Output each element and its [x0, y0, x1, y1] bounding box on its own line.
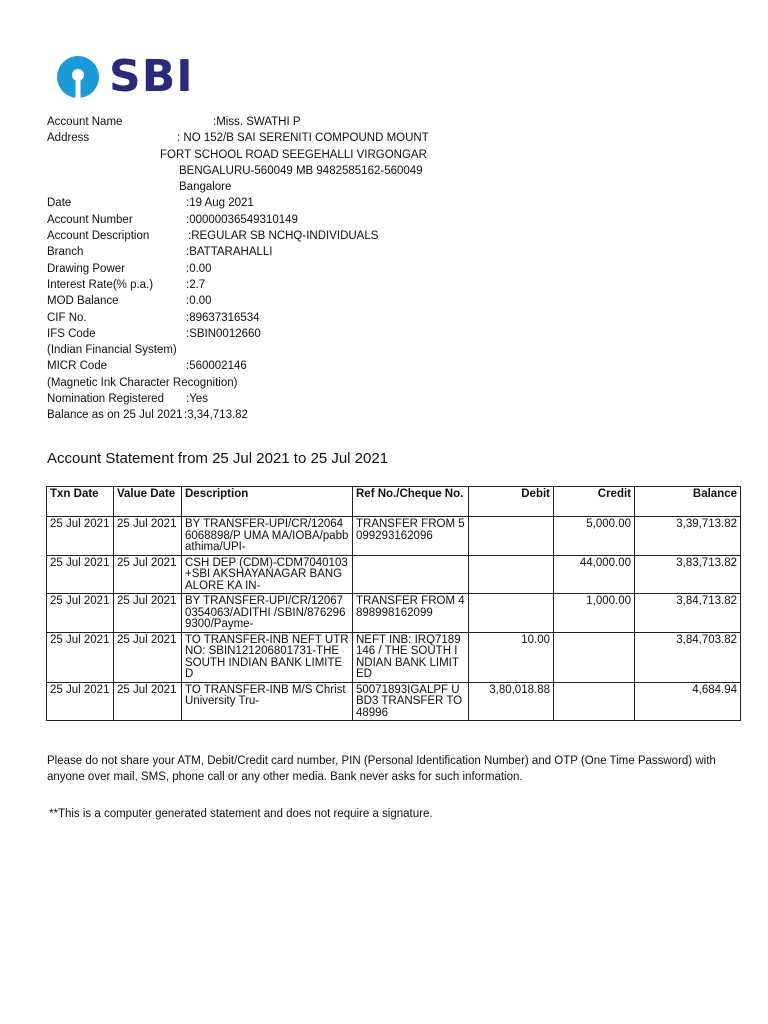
branch-label: Branch — [47, 246, 84, 259]
address-label: Address — [47, 132, 90, 145]
col-credit: Credit — [554, 487, 635, 517]
table-row — [47, 594, 741, 633]
ifs-label: IFS Code — [47, 327, 96, 340]
col-description: Description — [182, 487, 353, 517]
mod-balance-row — [47, 293, 507, 309]
col-ref-no: Ref No./Cheque No. — [353, 487, 469, 517]
branch-value: :BATTARAHALLI — [186, 246, 273, 259]
date-row — [47, 195, 507, 211]
txn-date: 25 Jul 2021 — [47, 632, 114, 682]
security-note: Please do not share your ATM, Debit/Credit card number, PIN (Personal Identification Number) and OTP (One Time Password) with anyone over mail, SMS, phone call or any other media. Bank never asks for such information. — [47, 755, 716, 783]
ref-no: TRANSFER FROM 5099293162096 — [353, 517, 469, 556]
txn-date: 25 Jul 2021 — [47, 594, 114, 633]
credit: 44,000.00 — [554, 555, 635, 594]
debit: 10.00 — [469, 632, 554, 682]
brand-name: SBI — [109, 51, 194, 102]
credit — [554, 682, 635, 721]
address-row-2 — [47, 147, 507, 163]
description: TO TRANSFER-INB M/S Christ University Tru- — [182, 682, 353, 721]
nomination-row — [47, 391, 507, 407]
branch-row — [47, 244, 507, 260]
balance: 3,39,713.82 — [635, 517, 741, 556]
account-name-label: Account Name — [47, 116, 123, 128]
footer-disclaimer: **This is a computer generated statement and does not require a signature. — [49, 808, 433, 820]
account-details — [47, 114, 507, 424]
ref-no: TRANSFER FROM 4898998162099 — [353, 594, 469, 633]
account-description-value: :REGULAR SB NCHQ-INDIVIDUALS — [188, 230, 379, 243]
statement-title: Account Statement from 25 Jul 2021 to 25 Jul 2021 — [47, 450, 389, 467]
ref-no — [353, 555, 469, 594]
txn-date: 25 Jul 2021 — [47, 555, 114, 594]
col-txn-date: Txn Date — [47, 487, 114, 517]
account-number-value: :00000036549310149 — [186, 213, 298, 226]
balance: 4,684.94 — [635, 682, 741, 721]
balance: 3,84,703.82 — [635, 632, 741, 682]
address-line-1: : NO 152/B SAI SERENITI COMPOUND MOUNT — [177, 132, 429, 145]
col-balance: Balance — [635, 487, 741, 517]
value-date: 25 Jul 2021 — [114, 555, 182, 594]
interest-rate-value: :2.7 — [186, 278, 206, 291]
table-row — [47, 632, 741, 682]
address-row — [47, 130, 507, 146]
cif-label: CIF No. — [47, 311, 87, 324]
nomination-label: Nomination Registered — [47, 393, 164, 406]
value-date: 25 Jul 2021 — [114, 517, 182, 556]
micr-note-row — [47, 375, 507, 391]
table-header-row — [47, 487, 741, 517]
address-line-3: BENGALURU-560049 MB 9482585162-560049 — [179, 164, 423, 177]
account-description-label: Account Description — [47, 230, 150, 243]
description: BY TRANSFER-UPI/CR/120670354063/ADITHI /SBIN/8762969300/Payme- — [182, 594, 353, 633]
cif-value: :89637316534 — [186, 311, 260, 324]
mod-balance-value: :0.00 — [186, 295, 212, 308]
account-number-row — [47, 212, 507, 228]
balance-row — [47, 407, 507, 423]
value-date: 25 Jul 2021 — [114, 682, 182, 721]
ref-no: NEFT INB: IRQ7189146 / THE SOUTH INDIAN BANK LIMITED — [353, 632, 469, 682]
account-description-row — [47, 228, 507, 244]
credit: 1,000.00 — [554, 594, 635, 633]
balance-value: :3,34,713.82 — [184, 409, 248, 422]
transactions-table — [46, 486, 741, 721]
micr-label: MICR Code — [47, 360, 108, 373]
account-name-value: :Miss. SWATHI P — [213, 116, 301, 128]
ifs-value: :SBIN0012660 — [186, 327, 261, 340]
col-value-date: Value Date — [114, 487, 182, 517]
account-name-row — [47, 114, 507, 130]
cif-row — [47, 310, 507, 326]
mod-balance-label: MOD Balance — [47, 295, 119, 308]
table-row — [47, 555, 741, 594]
description: BY TRANSFER-UPI/CR/120646068898/P UMA MA/IOBA/pabbathima/UPI- — [182, 517, 353, 556]
sbi-keyhole-logo-icon — [55, 54, 101, 100]
txn-date: 25 Jul 2021 — [47, 682, 114, 721]
drawing-power-label: Drawing Power — [47, 262, 125, 275]
nomination-value: :Yes — [186, 393, 208, 406]
drawing-power-value: :0.00 — [186, 262, 212, 275]
description: TO TRANSFER-INB NEFT UTR NO: SBIN121206801731-THE SOUTH INDIAN BANK LIMITED — [182, 632, 353, 682]
address-row-4 — [47, 179, 507, 195]
ifs-note-row — [47, 342, 507, 358]
value-date: 25 Jul 2021 — [114, 632, 182, 682]
address-line-4: Bangalore — [179, 181, 232, 194]
ifs-note: (Indian Financial System) — [47, 344, 177, 357]
address-line-2: FORT SCHOOL ROAD SEEGEHALLI VIRGONGAR — [160, 148, 427, 161]
debit — [469, 517, 554, 556]
txn-date: 25 Jul 2021 — [47, 517, 114, 556]
micr-row — [47, 358, 507, 374]
balance: 3,83,713.82 — [635, 555, 741, 594]
table-row — [47, 682, 741, 721]
micr-value: :560002146 — [186, 360, 247, 373]
description: CSH DEP (CDM)-CDM7040103+SBI AKSHAYANAGAR BANGALORE KA IN- — [182, 555, 353, 594]
debit — [469, 594, 554, 633]
table-row — [47, 517, 741, 556]
drawing-power-row — [47, 261, 507, 277]
date-value: :19 Aug 2021 — [186, 197, 254, 210]
interest-rate-label: Interest Rate(% p.a.) — [47, 278, 154, 291]
account-number-label: Account Number — [47, 213, 133, 226]
credit — [554, 632, 635, 682]
value-date: 25 Jul 2021 — [114, 594, 182, 633]
ifs-row — [47, 326, 507, 342]
address-row-3 — [47, 163, 507, 179]
debit — [469, 555, 554, 594]
debit: 3,80,018.88 — [469, 682, 554, 721]
date-label: Date — [47, 197, 72, 210]
interest-rate-row — [47, 277, 507, 293]
balance-label: Balance as on 25 Jul 2021 — [47, 409, 183, 422]
micr-note: (Magnetic Ink Character Recognition) — [47, 376, 238, 389]
sbi-logo — [55, 51, 194, 102]
credit: 5,000.00 — [554, 517, 635, 556]
col-debit: Debit — [469, 487, 554, 517]
balance: 3,84,713.82 — [635, 594, 741, 633]
ref-no: 50071893IGALPF UBD3 TRANSFER TO 48996 — [353, 682, 469, 721]
